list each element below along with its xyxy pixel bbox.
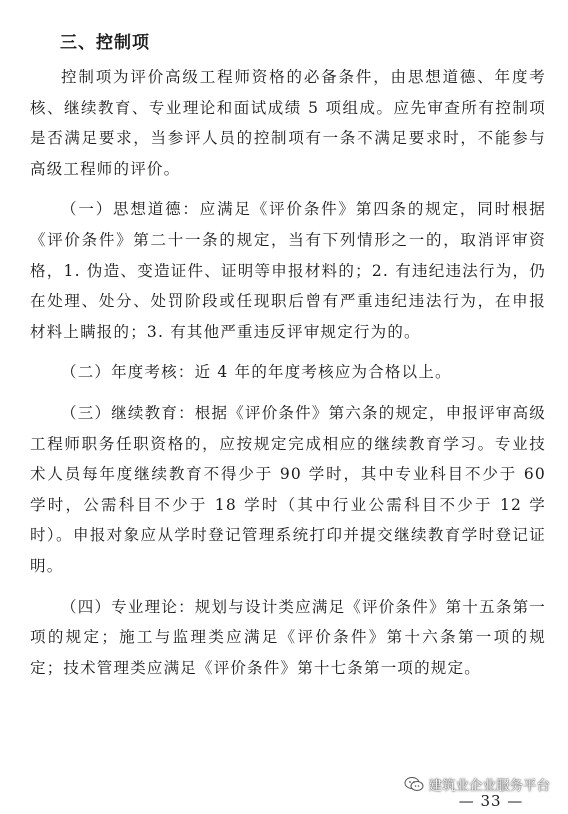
paragraph-professional-theory: （四）专业理论：规划与设计类应满足《评价条件》第十五条第一项的规定；施工与监理类应满足《评价条件》第十六条第一项的规定；技术管理类应满足《评价条件》第十七条第一项的规定。 bbox=[30, 597, 546, 677]
document-body bbox=[30, 62, 546, 683]
paragraph-control-items: 控制项为评价高级工程师资格的必备条件，由思想道德、年度考核、继续教育、专业理论和面试成绩 5 项组成。应先审查所有控制项是否满足要求，当参评人员的控制项有一条不满足要求时，不能参与高级工程师的评价。 bbox=[30, 68, 546, 178]
paragraph-annual-review: （二）年度考核：近 4 年的年度考核应为合格以上。 bbox=[61, 363, 452, 382]
wechat-icon bbox=[404, 776, 424, 792]
paragraph-moral: （一）思想道德：应满足《评价条件》第四条的规定，同时根据《评价条件》第二十一条的规定，当有下列情形之一的，取消评审资格，1. 伪造、变造证件、证明等申报材料的；2. 有违纪违法行为，仍在处理、处分、处罚阶段或任现职后曾有严重违纪违法行为，在申报材料上瞒报的；3. 有其他严重违反评审规定行为的。 bbox=[30, 200, 546, 341]
watermark-text: 建筑业企业服务平台 bbox=[428, 778, 550, 794]
watermark bbox=[404, 774, 551, 794]
section-heading: 三、控制项 bbox=[60, 33, 150, 53]
paragraph-continuing-education: （三）继续教育：根据《评价条件》第六条的规定，申报评审高级工程师职务任职资格的，应按规定完成相应的继续教育学习。专业技术人员每年度继续教育不得少于 90 学时，其中专业科目不少于 60 学时，公需科目不少于 18 学时（其中行业公需科目不少于 12 学时）。申报对象应从学时登记管理系统打印并提交继续教育学时登记证明。 bbox=[30, 403, 546, 575]
page-number: — 33 — bbox=[458, 792, 524, 810]
